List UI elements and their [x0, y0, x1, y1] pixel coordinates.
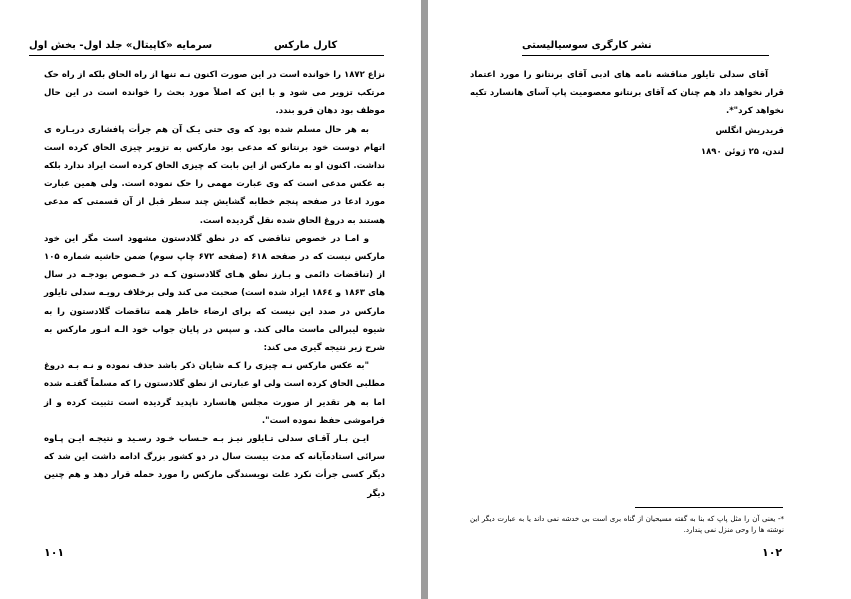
right-page-number: ۱۰۲: [762, 546, 783, 559]
signature-place-date: لندن، ۲۵ ژوئن ۱۸۹۰: [700, 147, 784, 157]
footnote: *- یعنی آن را مثل پاپ که بنا به گفته مسیحیان از گناه بری است بی خدشه نمی داند یا به عبارت دیگر این نوشته ها را وحی منزل نمی پندارد.: [470, 515, 784, 534]
right-page: [428, 0, 851, 599]
signature-block: [584, 124, 784, 160]
right-paragraph: آقای سدلی تایلور مناقشه نامه های ادبی آقای برنتانو را مورد اعتماد قرار نخواهد داد هم چنان که آقای برنتانو معصومیت پاپ آسای هانسارد تکیه نخواهد کرد"*.: [470, 70, 784, 117]
paragraph-4: "به عکس مارکس نـه چیزی را کـه شایان ذکر باشد حذف نموده و نـه بـه دروغ مطلبی الحاق کرده است ولی او عبارتی از نطق گلادستون را که مسلماً گفتـه شده اما به هر تقدیر از صورت مجلس هانسارد ناپدید گردیده است تثبیت کرده و از فراموشی حفظ نموده است".: [44, 361, 385, 426]
left-header-author: کارل مارکس: [274, 40, 338, 51]
right-body-text: [470, 66, 784, 121]
paragraph-5: ایـن بـار آقـای سدلی تـایلور نیـز بـه حـساب خـود رسـید و نتیجـه ایـن پـاوه سرائی استادمآبانه که مدت بیست سال در دو کشور بزرگ ادامه داشت این شد که دیگر کسی جرأت نکرد علت نویسندگی مارکس را مورد حمله قرار دهد و هم چنین دیگر: [44, 434, 385, 499]
paragraph-1: نزاع ۱۸۷۲ را خوانده است در این صورت اکنون نـه تنها از راه الحاق بلکه از راه حک مرتکب تزویر می شود و با این که اصلاً مورد بحث را خوانده است در این حال موظف بود دهان فرو بندد.: [44, 70, 385, 117]
right-header-publisher: نشر کارگری سوسیالیستی: [522, 40, 652, 51]
left-header-title: سرمایه «کاپیتال» جلد اول- بخش اول: [29, 40, 213, 51]
paragraph-3: و امـا در خصوص تناقضی که در نطق گلادستون مشهود است مگر این خود مارکس نیست که در صفحه ۶۱۸ (صفحه ۶۷۲ چاپ سوم) ضمن حاشیه شماره ۱۰۵ از (تناقضات دائمی و بـارز نطق هـای گلادستون کـه در خـصوص بودجـه در سال های ۱۸۶۳ و ۱۸۶٤ ایراد شده است) صحبت می کند ولی برخلاف رویـه سدلی تایلور مارکس در صدد این نیست که برای ارضاء خاطر همه تناقضات گلادستون را به شیوه لیبرالی ماست مالی کند. و سپس در پایان جواب خود الـه انـور مارکس به شرح زیر نتیجه گیری می کند:: [44, 233, 386, 354]
paragraph-2: به هر حال مسلم شده بود که وی حتی یـک آن هم جرأت پافشاری دربـاره ی اتهام دوست خود برنتانو که مدعی بود مارکس به تزویر چیزی الحاق کرده است نداشت. اکنون او به مارکس از این بابت که چیزی الحاق کرده است ایراد ندارد بلکه به عکس مدعی است که وی عبارت مهمی را حک نموده است. ولی همین عبارت مورد ادعا در صفحه پنجم خطابه گشایش چند سطر قبل از آن قسمتی که مدعی هستند به دروغ الحاق شده نقل گردیده است.: [44, 124, 385, 226]
left-page: [0, 0, 421, 599]
left-body-text: [44, 66, 385, 503]
left-page-number: ۱۰۱: [44, 546, 65, 559]
signature-name: فریدریش انگلس: [715, 126, 784, 136]
right-header-rule: [522, 55, 769, 56]
left-header-rule: [29, 55, 384, 56]
footnote-rule: [635, 507, 783, 508]
